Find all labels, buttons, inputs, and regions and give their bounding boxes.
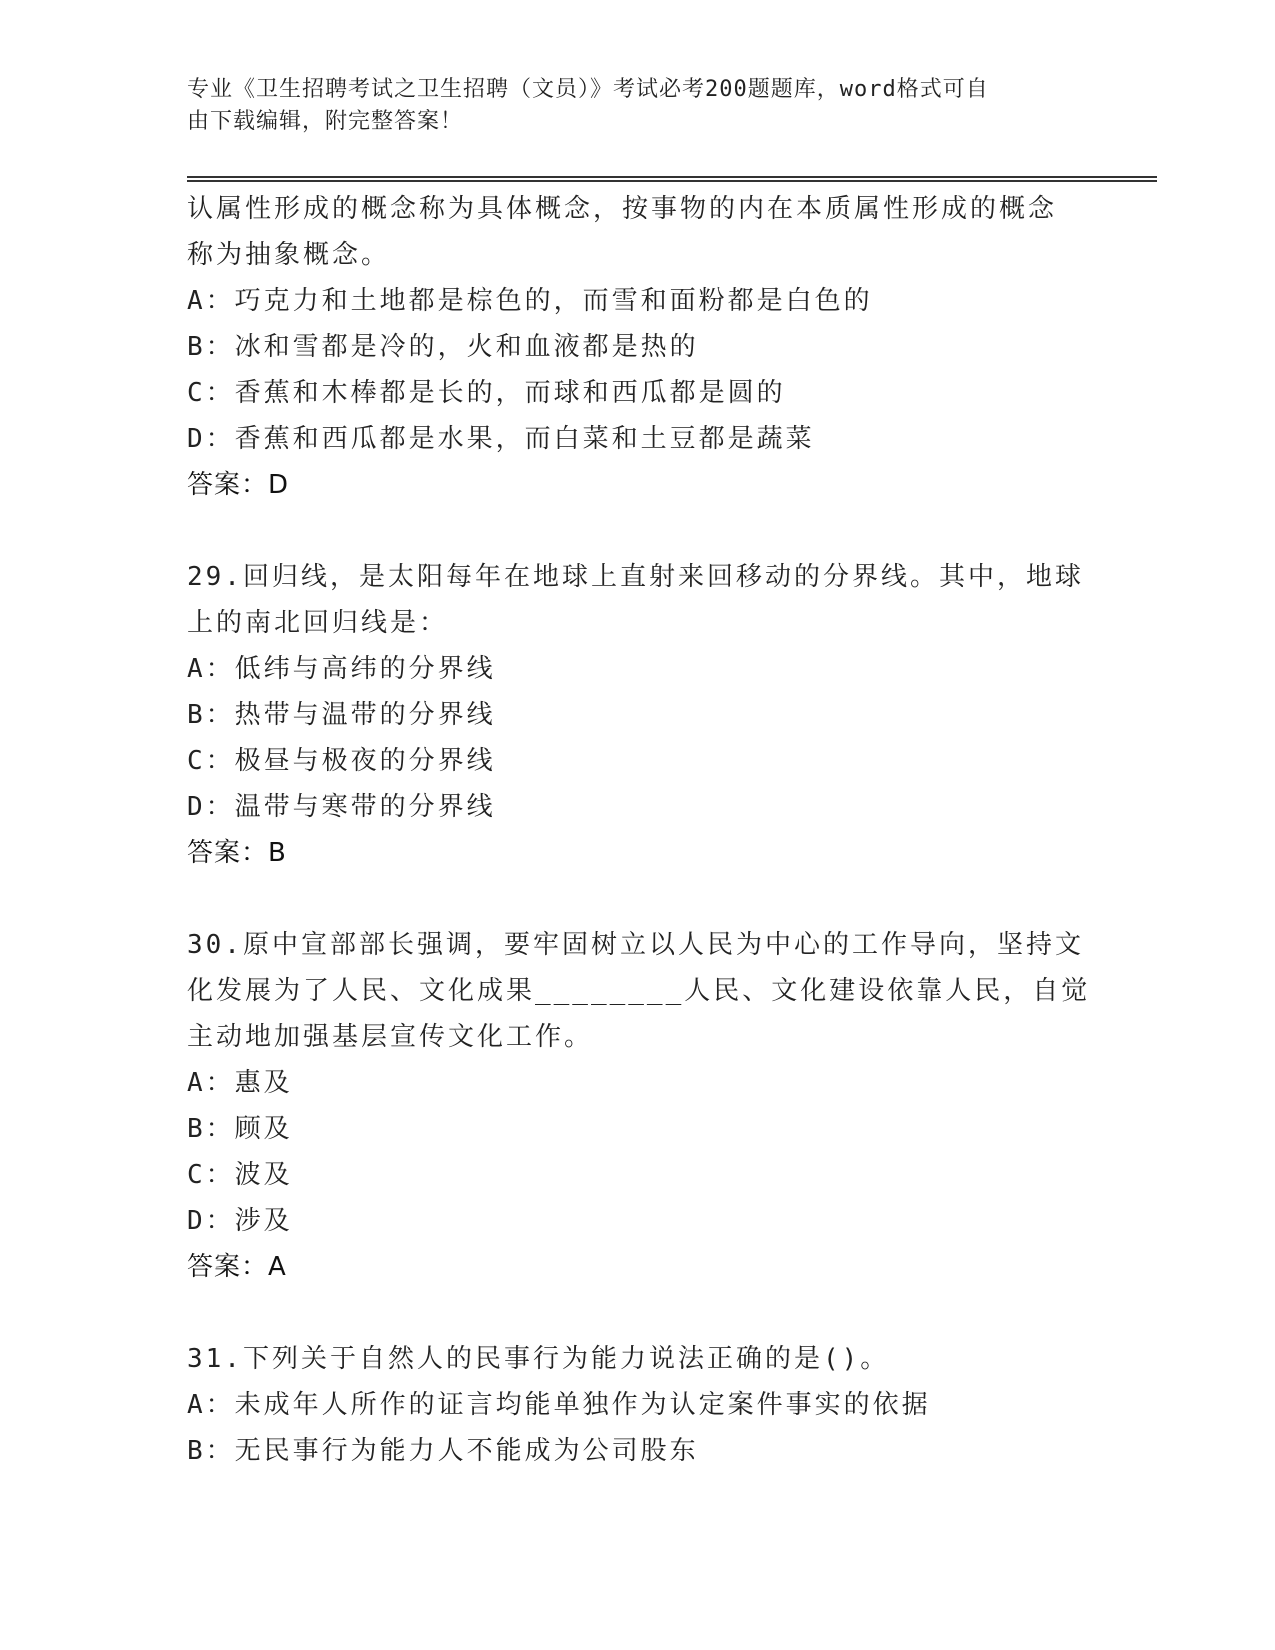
question-stem-line: 30.原中宣部部长强调，要牢固树立以人民为中心的工作导向，坚持文: [187, 930, 1084, 960]
spacer: [187, 1290, 1067, 1336]
option-a: A：未成年人所作的证言均能单独作为认定案件事实的依据: [187, 1390, 931, 1420]
document-body: [187, 186, 1091, 1474]
answer-line: 答案：B: [187, 838, 287, 868]
header-divider: [187, 176, 1157, 182]
answer-line: 答案：D: [187, 470, 290, 500]
question-stem-line: 31.下列关于自然人的民事行为能力说法正确的是()。: [187, 1344, 890, 1374]
option-c: C：波及: [187, 1160, 293, 1190]
document-header: [187, 74, 1067, 138]
question-stem-line: 认属性形成的概念称为具体概念，按事物的内在本质属性形成的概念: [187, 194, 1058, 224]
option-a: A：惠及: [187, 1068, 293, 1098]
option-b: B：冰和雪都是冷的，火和血液都是热的: [187, 332, 699, 362]
option-a: A：低纬与高纬的分界线: [187, 654, 496, 684]
spacer: [187, 508, 1067, 554]
option-b: B：热带与温带的分界线: [187, 700, 496, 730]
header-line-1: 专业《卫生招聘考试之卫生招聘（文员）》考试必考200题题库，word格式可自: [187, 77, 989, 102]
question-28-continued: [187, 186, 1067, 508]
spacer: [187, 876, 1067, 922]
question-stem-line: 上的南北回归线是：: [187, 608, 449, 638]
option-d: D：涉及: [187, 1206, 293, 1236]
option-d: D：温带与寒带的分界线: [187, 792, 496, 822]
option-c: C：极昼与极夜的分界线: [187, 746, 496, 776]
question-31: [187, 1336, 1067, 1474]
question-29: [187, 554, 1084, 876]
option-c: C：香蕉和木棒都是长的，而球和西瓜都是圆的: [187, 378, 786, 408]
option-b: B：无民事行为能力人不能成为公司股东: [187, 1436, 699, 1466]
question-stem-line: 29.回归线，是太阳每年在地球上直射来回移动的分界线。其中，地球: [187, 562, 1084, 592]
question-stem-line: 化发展为了人民、文化成果________人民、文化建设依靠人民，自觉: [187, 976, 1091, 1006]
question-stem-line: 称为抽象概念。: [187, 240, 391, 270]
option-b: B：顾及: [187, 1114, 293, 1144]
option-d: D：香蕉和西瓜都是水果，而白菜和土豆都是蔬菜: [187, 424, 815, 454]
header-line-2: 由下载编辑，附完整答案！: [187, 109, 464, 134]
option-a: A：巧克力和土地都是棕色的，而雪和面粉都是白色的: [187, 286, 873, 316]
question-stem-line: 主动地加强基层宣传文化工作。: [187, 1022, 594, 1052]
question-30: [187, 922, 1091, 1290]
answer-line: 答案：A: [187, 1252, 287, 1282]
